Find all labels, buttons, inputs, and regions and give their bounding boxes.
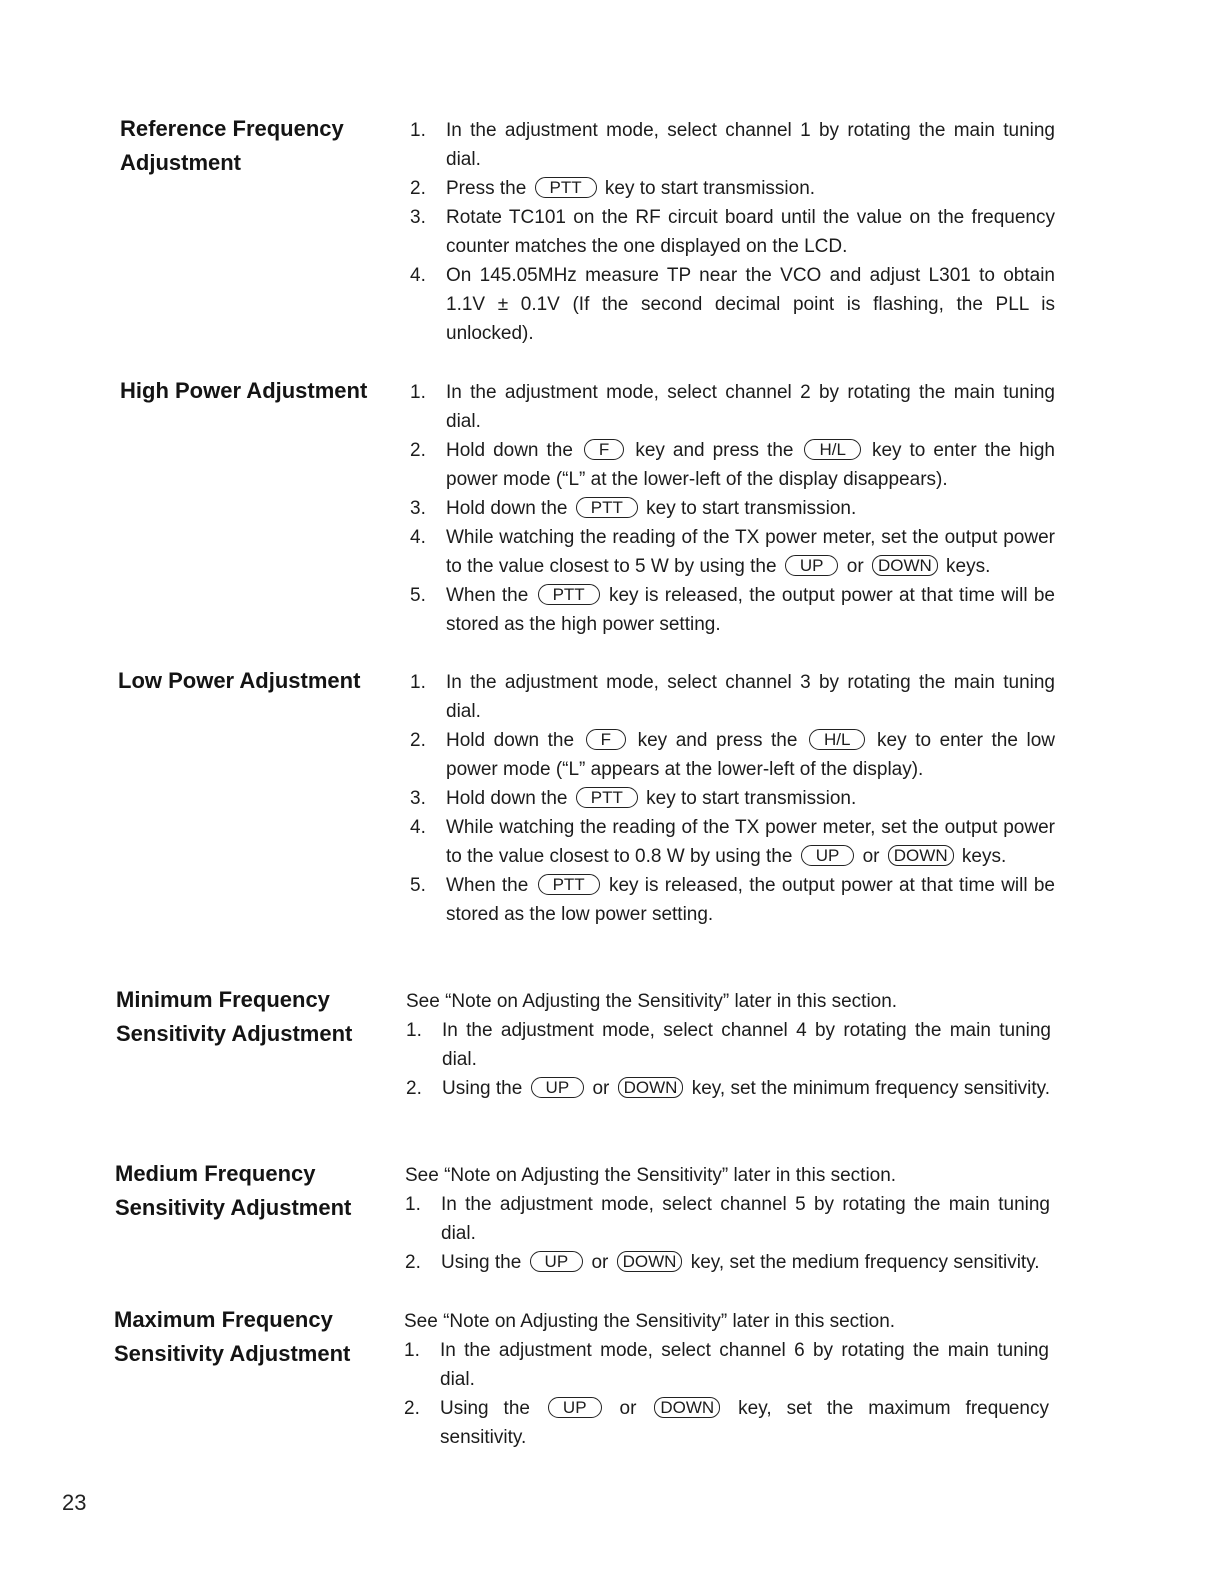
step-number: 4. (410, 527, 426, 548)
step-item (410, 784, 1055, 813)
step-text: In the adjustment mode, select channel 1 by rotating the main tuning dial. (446, 120, 1055, 170)
step-item (410, 871, 1055, 929)
key-h-l: H/L (809, 729, 865, 750)
step-text: Using the UP or DOWN key, set the maximum frequency sensitivity. (440, 1398, 1049, 1448)
section-heading: Minimum Frequency Sensitivity Adjustment (116, 987, 353, 1046)
step-number: 3. (410, 498, 426, 519)
key-down: DOWN (872, 555, 938, 576)
step-number: 1. (405, 1194, 421, 1215)
step-list (406, 987, 1051, 1103)
step-text: When the PTT key is released, the output power at that time will be stored as the low power setting. (446, 875, 1055, 925)
step-text: Hold down the F key and press the H/L key to enter the low power mode (“L” appears at the lower-left of the display). (446, 730, 1055, 780)
section-heading: Maximum Frequency Sensitivity Adjustment (114, 1307, 351, 1366)
step-number: 1. (410, 672, 426, 693)
step-number: 2. (410, 178, 426, 199)
key-f: F (584, 439, 624, 460)
step-item (404, 1394, 1049, 1452)
step-text: While watching the reading of the TX power meter, set the output power to the value closest to 5 W by using the UP or DOWN keys. (446, 527, 1055, 577)
key-down: DOWN (654, 1397, 720, 1418)
step-item (404, 1336, 1049, 1394)
step-number: 2. (405, 1252, 421, 1273)
step-number: 5. (410, 585, 426, 606)
step-item (410, 116, 1055, 174)
step-number: 4. (410, 265, 426, 286)
key-ptt: PTT (576, 787, 638, 808)
step-text: Hold down the PTT key to start transmission. (446, 498, 857, 519)
step-text: While watching the reading of the TX power meter, set the output power to the value closest to 0.8 W by using the UP or DOWN keys. (446, 817, 1055, 867)
step-number: 1. (406, 1020, 422, 1041)
step-item (405, 1248, 1050, 1277)
key-up: UP (530, 1251, 584, 1272)
step-number: 4. (410, 817, 426, 838)
step-item (410, 174, 1055, 203)
step-item (410, 494, 1055, 523)
step-text: In the adjustment mode, select channel 4 by rotating the main tuning dial. (442, 1020, 1051, 1070)
key-ptt: PTT (535, 177, 597, 198)
step-list (410, 378, 1055, 639)
key-down: DOWN (617, 1251, 683, 1272)
step-item (410, 523, 1055, 581)
step-list (410, 116, 1055, 348)
step-item (410, 378, 1055, 436)
step-list (410, 668, 1055, 929)
key-down: DOWN (888, 845, 954, 866)
step-text: Press the PTT key to start transmission. (446, 178, 816, 199)
key-h-l: H/L (804, 439, 860, 460)
step-item (410, 813, 1055, 871)
section-heading: Medium Frequency Sensitivity Adjustment (115, 1161, 352, 1220)
step-list (404, 1307, 1049, 1452)
key-ptt: PTT (576, 497, 638, 518)
step-text: In the adjustment mode, select channel 6 by rotating the main tuning dial. (440, 1340, 1049, 1390)
step-number: 2. (406, 1078, 422, 1099)
step-text: In the adjustment mode, select channel 3 by rotating the main tuning dial. (446, 672, 1055, 722)
key-ptt: PTT (538, 584, 600, 605)
step-number: 1. (410, 382, 426, 403)
step-item (410, 668, 1055, 726)
step-text: Hold down the PTT key to start transmission. (446, 788, 857, 809)
step-list (405, 1161, 1050, 1277)
step-text: Hold down the F key and press the H/L key to enter the high power mode (“L” at the lower-left of the display disappears). (446, 440, 1055, 490)
key-ptt: PTT (538, 874, 600, 895)
step-item (406, 1016, 1051, 1074)
step-item (410, 726, 1055, 784)
step-text: In the adjustment mode, select channel 2 by rotating the main tuning dial. (446, 382, 1055, 432)
step-text: Rotate TC101 on the RF circuit board until the value on the frequency counter matches the one displayed on the LCD. (446, 207, 1055, 257)
sensitivity-note: See “Note on Adjusting the Sensitivity” later in this section. (404, 1311, 896, 1332)
step-item (405, 1190, 1050, 1248)
section-heading: Low Power Adjustment (118, 668, 361, 693)
step-number: 1. (410, 120, 426, 141)
step-number: 2. (404, 1398, 420, 1419)
step-item (410, 436, 1055, 494)
key-up: UP (785, 555, 839, 576)
step-number: 2. (410, 730, 426, 751)
step-number: 3. (410, 788, 426, 809)
section-heading: High Power Adjustment (120, 378, 368, 403)
step-text: When the PTT key is released, the output power at that time will be stored as the high power setting. (446, 585, 1055, 635)
key-up: UP (531, 1077, 585, 1098)
page-number: 23 (62, 1490, 87, 1515)
step-number: 5. (410, 875, 426, 896)
step-text: On 145.05MHz measure TP near the VCO and adjust L301 to obtain 1.1V ± 0.1V (If the second decimal point is flashing, the PLL is unlocked). (446, 265, 1055, 344)
key-f: F (586, 729, 626, 750)
key-up: UP (548, 1397, 602, 1418)
step-number: 3. (410, 207, 426, 228)
step-text: Using the UP or DOWN key, set the medium frequency sensitivity. (441, 1252, 1040, 1273)
step-item (406, 1074, 1051, 1103)
key-down: DOWN (618, 1077, 684, 1098)
sensitivity-note: See “Note on Adjusting the Sensitivity” later in this section. (405, 1165, 897, 1186)
step-text: In the adjustment mode, select channel 5 by rotating the main tuning dial. (441, 1194, 1050, 1244)
step-item (410, 581, 1055, 639)
section-heading: Reference Frequency Adjustment (120, 116, 344, 175)
step-number: 2. (410, 440, 426, 461)
step-item (410, 203, 1055, 261)
step-item (410, 261, 1055, 348)
sensitivity-note: See “Note on Adjusting the Sensitivity” later in this section. (406, 991, 898, 1012)
step-text: Using the UP or DOWN key, set the minimum frequency sensitivity. (442, 1078, 1051, 1099)
key-up: UP (801, 845, 855, 866)
step-number: 1. (404, 1340, 420, 1361)
